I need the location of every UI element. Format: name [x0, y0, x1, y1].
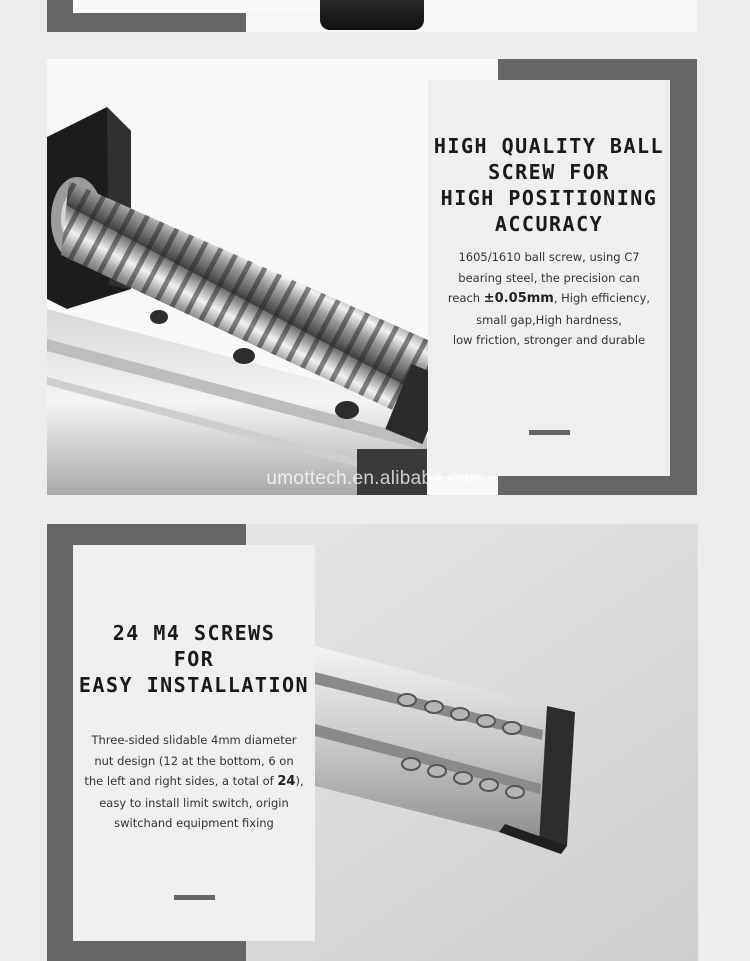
ballscrew-desc-line-3-pre: reach	[447, 291, 484, 306]
ballscrew-heading-line-1: HIGH QUALITY BALL	[433, 134, 665, 158]
ballscrew-heading-line-2: SCREW FOR	[488, 160, 610, 184]
screws-desc-line-2: nut design (12 at the bottom, 6 on	[94, 753, 294, 768]
screws-heading-line-2: FOR	[173, 647, 215, 671]
previous-section-product-image	[320, 0, 424, 30]
ballscrew-desc-line-4: small gap,High hardness,	[476, 312, 622, 327]
ballscrew-desc-line-5: low friction, stronger and durable	[452, 333, 646, 348]
screws-heading-line-1: 24 M4 SCREWS	[112, 621, 276, 645]
precision-value: ±0.05mm	[483, 291, 554, 307]
ballscrew-description	[428, 247, 670, 351]
screws-desc-line-5: switchand equipment fixing	[114, 816, 274, 831]
ballscrew-desc-line-3	[428, 288, 670, 310]
screw-count: 24	[277, 774, 296, 790]
screws-desc-line-3-pre: the left and right sides, a total of	[84, 774, 278, 789]
screws-desc-line-4: easy to install limit switch, origin	[99, 795, 289, 810]
watermark: umottech.en.alibaba.com	[266, 468, 486, 489]
ballscrew-desc-line-3-post: , High efficiency,	[553, 291, 651, 306]
ballscrew-heading-line-3: HIGH POSITIONING	[440, 186, 658, 210]
screws-text-card	[73, 545, 315, 941]
ballscrew-desc-line-2: bearing steel, the precision can	[458, 270, 640, 285]
screws-desc-line-3	[73, 771, 315, 793]
previous-section-card	[73, 0, 319, 13]
screws-desc-line-1: Three-sided slidable 4mm diameter	[91, 733, 297, 747]
ballscrew-text-card	[428, 80, 670, 476]
ballscrew-desc-line-1: 1605/1610 ball screw, using C7	[458, 250, 640, 264]
screws-description	[73, 730, 315, 834]
ballscrew-divider	[529, 430, 570, 435]
screws-heading-line-3: EASY INSTALLATION	[78, 673, 310, 697]
ballscrew-heading-line-4: ACCURACY	[494, 212, 604, 236]
screws-desc-line-3-post: ),	[295, 774, 304, 789]
screws-divider	[174, 895, 215, 900]
